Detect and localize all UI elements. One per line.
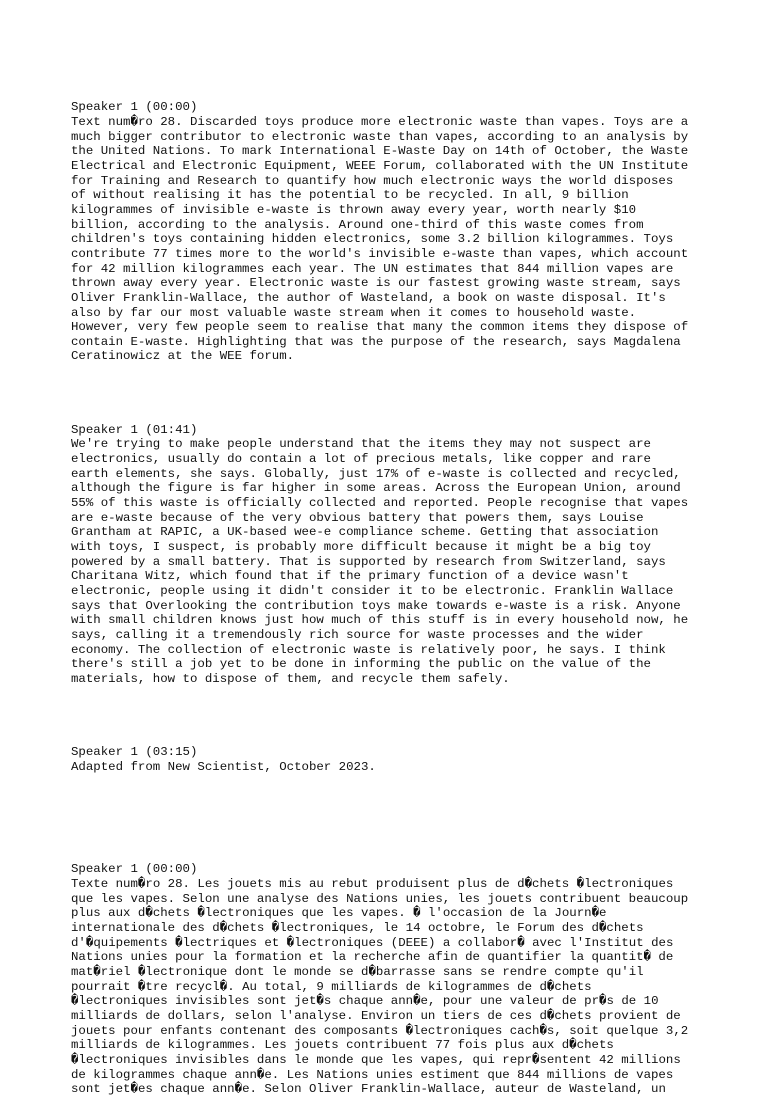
paragraph-spacer [71,379,711,394]
transcript-block [71,716,711,789]
paragraph-text: Text num�ro 28. Discarded toys produce more electronic waste than vapes. Toys are a much bigger contributor to electronic waste than vapes, according to an analysis by the United Nations. To mark International E-Waste Day on 14th of October, the Waste Electrical and Electronic Equipment, WEEE Forum, collaborated with the UN Institute for Training and Research to quantify how much electronic ways the world disposes of without realising it has the potential to be recycled. In all, 9 billion kilogrammes of invisible e-waste is thrown away every year, worth nearly $10 billion, according to the analysis. Around one-third of this waste comes from children's toys containing hidden electronics, some 3.2 billion kilogrammes. Toys contribute 77 times more to the world's invisible e-waste than vapes, which account for 42 million kilogrammes each year. The UN estimates that 844 million vapes are thrown away every year. Electronic waste is our fastest growing waste stream, says Oliver Franklin-Wallace, the author of Wasteland, a book on waste disposal. It's also by far our most valuable waste stream when it comes to household waste. However, very few people seem to realise that many the common items they dispose of contain E-waste. Highlighting that was the purpose of the research, says Magdalena Ceratinowicz at the WEE forum. [71,114,689,364]
transcript-document [71,71,711,1112]
paragraph-text: Texte num�ro 28. Les jouets mis au rebut produisent plus de d�chets �lectroniques que les vapes. Selon une analyse des Nations unies, les jouets contribuent beaucoup plus aux d�chets �lectroniques que les vapes. � l'occasion de la Journ�e internationale des d�chets �lectroniques, le 14 octobre, le Forum des d�chets d'�quipements �lectriques et �lectroniques (DEEE) a collabor� avec l'Institut des Nations unies pour la formation et la recherche afin de quantifier la quantit� de mat�riel �lectronique dont le monde se d�barrasse sans se rendre compte qu'il pourrait �tre recycl�. Au total, 9 milliards de kilogrammes de d�chets �lectroniques invisibles sont jet�s chaque ann�e, pour une valeur de pr�s de 10 milliards de dollars, selon l'analyse. Environ un tiers de ces d�chets provient de jouets pour enfants contenant des composants �lectroniques cach�s, soit quelque 3,2 milliards de kilogrammes. Les jouets contribuent 77 fois plus aux d�chets �lectroniques invisibles dans le monde que les vapes, qui repr�sentent 42 millions de kilogrammes chaque ann�e. Les Nations unies estiment que 844 millions de vapes sont jet�es chaque ann�e. Selon Oliver Franklin-Wallace, auteur de Wasteland, un [71,877,689,1097]
paragraph-spacer [71,701,711,716]
speaker-timestamp: Speaker 1 (01:41) [71,422,198,437]
speaker-timestamp: Speaker 1 (00:00) [71,862,198,877]
transcript-block [71,393,711,701]
paragraph-text: We're trying to make people understand that the items they may not suspect are electronics, usually do contain a lot of precious metals, like copper and rare earth elements, she says. Globally, just 17% of e-waste is collected and recycled, although the figure is far higher in some areas. Across the European Union, around 55% of this waste is officially collected and reported. People recognise that vapes are e-waste because of the very obvious battery that powers them, says Louise Grantham at RAPIC, a UK-based wee-e compliance scheme. Getting that association with toys, I suspect, is probably more difficult because it might be a big toy powered by a small battery. That is supported by research from Switzerland, says Charitana Witz, which found that if the primary function of a device wasn't electronic, people using it didn't consider it to be electronic. Franklin Wallace says that Overlooking the contribution toys make towards e-waste is a risk. Anyone with small children knows just how much of this stuff is in every household now, he says, calling it a tremendously rich source for waste processes and the wider economy. The collection of electronic waste is relatively poor, he says. I think there's still a job yet to be done in informing the public on the value of the materials, how to dispose of them, and recycle them safely. [71,437,689,686]
section-spacer [71,789,711,833]
speaker-timestamp: Speaker 1 (03:15) [71,745,198,760]
speaker-timestamp: Speaker 1 (00:00) [71,100,198,115]
paragraph-text: Adapted from New Scientist, October 2023. [71,759,376,774]
transcript-block [71,71,711,379]
transcript-block [71,833,711,1111]
